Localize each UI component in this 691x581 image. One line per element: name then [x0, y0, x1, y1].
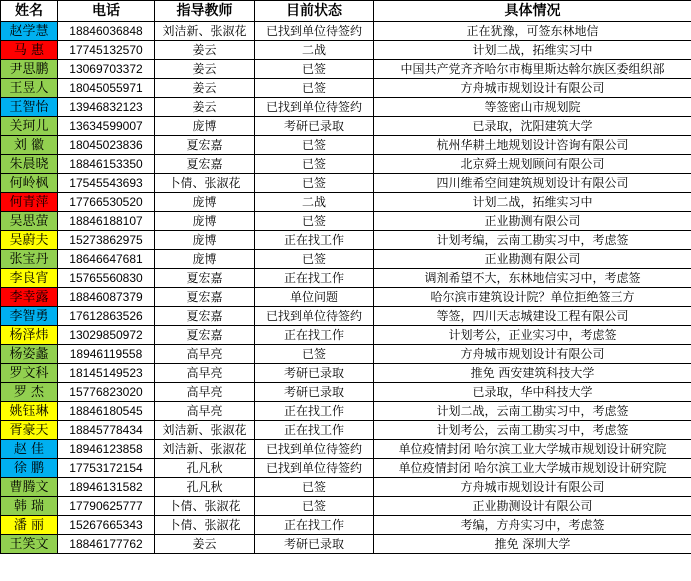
- header-status[interactable]: 目前状态: [255, 1, 374, 22]
- cell-name[interactable]: 赵学慧: [1, 22, 58, 41]
- cell-status[interactable]: 已签: [255, 155, 374, 174]
- cell-name[interactable]: 张宝丹: [1, 250, 58, 269]
- table-row: [1, 383, 691, 402]
- cell-detail[interactable]: 计划二战，拓维实习中: [374, 41, 691, 60]
- cell-status[interactable]: 考研已录取: [255, 364, 374, 383]
- cell-detail[interactable]: 等签，四川天志城建设工程有限公司: [374, 307, 691, 326]
- cell-name[interactable]: 马 惠: [1, 41, 58, 60]
- cell-detail[interactable]: 等签密山市规划院: [374, 98, 691, 117]
- cell-status[interactable]: 正在找工作: [255, 516, 374, 535]
- cell-name[interactable]: 王昱人: [1, 79, 58, 98]
- table-row: [1, 326, 691, 345]
- cell-name[interactable]: 李良宵: [1, 269, 58, 288]
- cell-detail[interactable]: 计划考公，云南工勘实习中，考虑签: [374, 421, 691, 440]
- cell-phone[interactable]: 18846180545: [58, 402, 155, 421]
- cell-name[interactable]: 罗文科: [1, 364, 58, 383]
- cell-name[interactable]: 胥豪天: [1, 421, 58, 440]
- cell-phone[interactable]: 13946832123: [58, 98, 155, 117]
- cell-name[interactable]: 何岭枫: [1, 174, 58, 193]
- cell-phone[interactable]: 18045023836: [58, 136, 155, 155]
- cell-name[interactable]: 徐 鹏: [1, 459, 58, 478]
- table-row: [1, 60, 691, 79]
- cell-status[interactable]: 已签: [255, 60, 374, 79]
- table-row: [1, 516, 691, 535]
- table-body: [1, 22, 691, 554]
- cell-teacher[interactable]: 高早亮: [155, 383, 255, 402]
- cell-teacher[interactable]: 庞博: [155, 117, 255, 136]
- cell-status[interactable]: 已签: [255, 497, 374, 516]
- cell-phone[interactable]: 18646647681: [58, 250, 155, 269]
- cell-name[interactable]: 李智勇: [1, 307, 58, 326]
- header-row: [1, 1, 691, 22]
- cell-status[interactable]: 考研已录取: [255, 535, 374, 554]
- table-row: [1, 212, 691, 231]
- cell-status[interactable]: 已签: [255, 478, 374, 497]
- cell-phone[interactable]: 17612863526: [58, 307, 155, 326]
- table-row: [1, 136, 691, 155]
- cell-phone[interactable]: 18846177762: [58, 535, 155, 554]
- table-row: [1, 117, 691, 136]
- cell-status[interactable]: 已找到单位待签约: [255, 307, 374, 326]
- cell-name[interactable]: 何青萍: [1, 193, 58, 212]
- cell-teacher[interactable]: 孔凡秋: [155, 459, 255, 478]
- cell-teacher[interactable]: 刘洁新、张淑花: [155, 22, 255, 41]
- cell-detail[interactable]: 计划考公，正业实习中，考虑签: [374, 326, 691, 345]
- table-row: [1, 345, 691, 364]
- cell-teacher[interactable]: 卜倩、张淑花: [155, 497, 255, 516]
- table-row: [1, 41, 691, 60]
- cell-detail[interactable]: 已录取，华中科技大学: [374, 383, 691, 402]
- cell-status[interactable]: 已找到单位待签约: [255, 98, 374, 117]
- table-row: [1, 459, 691, 478]
- cell-name[interactable]: 王笑文: [1, 535, 58, 554]
- cell-teacher[interactable]: 姜云: [155, 535, 255, 554]
- cell-teacher[interactable]: 庞博: [155, 193, 255, 212]
- header-phone[interactable]: 电话: [58, 1, 155, 22]
- cell-name[interactable]: 吴蔚夫: [1, 231, 58, 250]
- cell-teacher[interactable]: 姜云: [155, 98, 255, 117]
- cell-detail[interactable]: 正业勘测有限公司: [374, 212, 691, 231]
- cell-name[interactable]: 赵 佳: [1, 440, 58, 459]
- cell-name[interactable]: 关珂儿: [1, 117, 58, 136]
- cell-detail[interactable]: 计划二战，拓维实习中: [374, 193, 691, 212]
- cell-teacher[interactable]: 庞博: [155, 212, 255, 231]
- cell-name[interactable]: 杨姿蠡: [1, 345, 58, 364]
- cell-phone[interactable]: 18846188107: [58, 212, 155, 231]
- cell-name[interactable]: 吴思萤: [1, 212, 58, 231]
- cell-phone[interactable]: 18946123858: [58, 440, 155, 459]
- cell-detail[interactable]: 北京舜土规划顾问有限公司: [374, 155, 691, 174]
- cell-teacher[interactable]: 庞博: [155, 250, 255, 269]
- cell-teacher[interactable]: 卜倩、张淑花: [155, 516, 255, 535]
- cell-phone[interactable]: 18946131582: [58, 478, 155, 497]
- cell-detail[interactable]: 四川维希空间建筑规划设计有限公司: [374, 174, 691, 193]
- cell-teacher[interactable]: 夏宏嘉: [155, 288, 255, 307]
- table-row: [1, 174, 691, 193]
- cell-status[interactable]: 单位问题: [255, 288, 374, 307]
- cell-detail[interactable]: 调剂希望不大，东林地信实习中，考虑签: [374, 269, 691, 288]
- cell-name[interactable]: 杨泽炜: [1, 326, 58, 345]
- table-row: [1, 269, 691, 288]
- cell-status[interactable]: 二战: [255, 41, 374, 60]
- table-row: [1, 98, 691, 117]
- table-row: [1, 155, 691, 174]
- cell-detail[interactable]: 计划二战，云南工勘实习中，考虑签: [374, 402, 691, 421]
- cell-name[interactable]: 曹腾文: [1, 478, 58, 497]
- cell-teacher[interactable]: 夏宏嘉: [155, 307, 255, 326]
- cell-phone[interactable]: 13634599007: [58, 117, 155, 136]
- cell-status[interactable]: 已签: [255, 174, 374, 193]
- table-row: [1, 535, 691, 554]
- cell-status[interactable]: 正在找工作: [255, 402, 374, 421]
- cell-phone[interactable]: 18145149523: [58, 364, 155, 383]
- cell-status[interactable]: 已签: [255, 212, 374, 231]
- cell-status[interactable]: 已签: [255, 345, 374, 364]
- cell-phone[interactable]: 15267665343: [58, 516, 155, 535]
- cell-phone[interactable]: 17745132570: [58, 41, 155, 60]
- cell-name[interactable]: 王智怡: [1, 98, 58, 117]
- table-row: [1, 364, 691, 383]
- table-row: [1, 440, 691, 459]
- cell-detail[interactable]: 正在犹豫，可签东林地信: [374, 22, 691, 41]
- cell-status[interactable]: 考研已录取: [255, 117, 374, 136]
- cell-teacher[interactable]: 姜云: [155, 41, 255, 60]
- table-row: [1, 22, 691, 41]
- cell-detail[interactable]: 哈尔滨市建筑设计院？单位拒绝签三方: [374, 288, 691, 307]
- cell-phone[interactable]: 15765560830: [58, 269, 155, 288]
- cell-detail[interactable]: 杭州华耕土地规划设计咨询有限公司: [374, 136, 691, 155]
- cell-phone[interactable]: 15273862975: [58, 231, 155, 250]
- cell-detail[interactable]: 已录取，沈阳建筑大学: [374, 117, 691, 136]
- cell-detail[interactable]: 推免 深圳大学: [374, 535, 691, 554]
- cell-status[interactable]: 已签: [255, 79, 374, 98]
- cell-phone[interactable]: 18846036848: [58, 22, 155, 41]
- table-row: [1, 250, 691, 269]
- table-row: [1, 193, 691, 212]
- header-name[interactable]: 姓名: [1, 1, 58, 22]
- cell-phone[interactable]: 15776823020: [58, 383, 155, 402]
- table-row: [1, 497, 691, 516]
- cell-detail[interactable]: 正业勘测设计有限公司: [374, 497, 691, 516]
- cell-phone[interactable]: 18845778434: [58, 421, 155, 440]
- cell-status[interactable]: 二战: [255, 193, 374, 212]
- cell-detail[interactable]: 单位疫情封闭 哈尔滨工业大学城市规划设计研究院: [374, 459, 691, 478]
- cell-phone[interactable]: 17545543693: [58, 174, 155, 193]
- cell-teacher[interactable]: 卜倩、张淑花: [155, 174, 255, 193]
- table-row: [1, 288, 691, 307]
- cell-teacher[interactable]: 孔凡秋: [155, 478, 255, 497]
- cell-status[interactable]: 正在找工作: [255, 326, 374, 345]
- cell-teacher[interactable]: 庞博: [155, 231, 255, 250]
- cell-name[interactable]: 潘 丽: [1, 516, 58, 535]
- cell-status[interactable]: 正在找工作: [255, 421, 374, 440]
- cell-status[interactable]: 已签: [255, 136, 374, 155]
- cell-detail[interactable]: 正业勘测有限公司: [374, 250, 691, 269]
- cell-name[interactable]: 韩 瑞: [1, 497, 58, 516]
- cell-teacher[interactable]: 姜云: [155, 79, 255, 98]
- cell-name[interactable]: 朱晨晓: [1, 155, 58, 174]
- cell-teacher[interactable]: 夏宏嘉: [155, 155, 255, 174]
- cell-detail[interactable]: 推免 西安建筑科技大学: [374, 364, 691, 383]
- cell-name[interactable]: 姚钰琳: [1, 402, 58, 421]
- header-teacher[interactable]: 指导教师: [155, 1, 255, 22]
- table-row: [1, 307, 691, 326]
- cell-teacher[interactable]: 夏宏嘉: [155, 269, 255, 288]
- cell-teacher[interactable]: 刘洁新、张淑花: [155, 440, 255, 459]
- cell-phone[interactable]: 18946119558: [58, 345, 155, 364]
- cell-teacher[interactable]: 刘洁新、张淑花: [155, 421, 255, 440]
- table-row: [1, 79, 691, 98]
- cell-name[interactable]: 刘 徽: [1, 136, 58, 155]
- table-row: [1, 231, 691, 250]
- cell-phone[interactable]: 18846087379: [58, 288, 155, 307]
- table-row: [1, 421, 691, 440]
- cell-status[interactable]: 已签: [255, 250, 374, 269]
- cell-status[interactable]: 正在找工作: [255, 231, 374, 250]
- cell-teacher[interactable]: 高早亮: [155, 345, 255, 364]
- cell-detail[interactable]: 单位疫情封闭 哈尔滨工业大学城市规划设计研究院: [374, 440, 691, 459]
- cell-status[interactable]: 考研已录取: [255, 383, 374, 402]
- cell-detail[interactable]: 方舟城市规划设计有限公司: [374, 345, 691, 364]
- cell-phone[interactable]: 18846153350: [58, 155, 155, 174]
- cell-phone[interactable]: 17766530520: [58, 193, 155, 212]
- cell-phone[interactable]: 13029850972: [58, 326, 155, 345]
- cell-detail[interactable]: 方舟城市规划设计有限公司: [374, 478, 691, 497]
- header-detail[interactable]: 具体情况: [374, 1, 691, 22]
- cell-phone[interactable]: 17790625777: [58, 497, 155, 516]
- cell-name[interactable]: 李幸露: [1, 288, 58, 307]
- table-row: [1, 478, 691, 497]
- table-row: [1, 402, 691, 421]
- cell-phone[interactable]: 13069703372: [58, 60, 155, 79]
- cell-teacher[interactable]: 夏宏嘉: [155, 326, 255, 345]
- cell-teacher[interactable]: 高早亮: [155, 402, 255, 421]
- cell-name[interactable]: 尹思鹏: [1, 60, 58, 79]
- cell-status[interactable]: 已找到单位待签约: [255, 22, 374, 41]
- cell-status[interactable]: 已找到单位待签约: [255, 459, 374, 478]
- cell-detail[interactable]: 考编，方舟实习中，考虑签: [374, 516, 691, 535]
- cell-detail[interactable]: 中国共产党齐齐哈尔市梅里斯达斡尔族区委组织部: [374, 60, 691, 79]
- cell-phone[interactable]: 18045055971: [58, 79, 155, 98]
- cell-detail[interactable]: 计划考编，云南工勘实习中，考虑签: [374, 231, 691, 250]
- cell-name[interactable]: 罗 杰: [1, 383, 58, 402]
- cell-detail[interactable]: 方舟城市规划设计有限公司: [374, 79, 691, 98]
- cell-teacher[interactable]: 姜云: [155, 60, 255, 79]
- cell-teacher[interactable]: 夏宏嘉: [155, 136, 255, 155]
- cell-teacher[interactable]: 高早亮: [155, 364, 255, 383]
- cell-status[interactable]: 已找到单位待签约: [255, 440, 374, 459]
- cell-status[interactable]: 正在找工作: [255, 269, 374, 288]
- cell-phone[interactable]: 17753172154: [58, 459, 155, 478]
